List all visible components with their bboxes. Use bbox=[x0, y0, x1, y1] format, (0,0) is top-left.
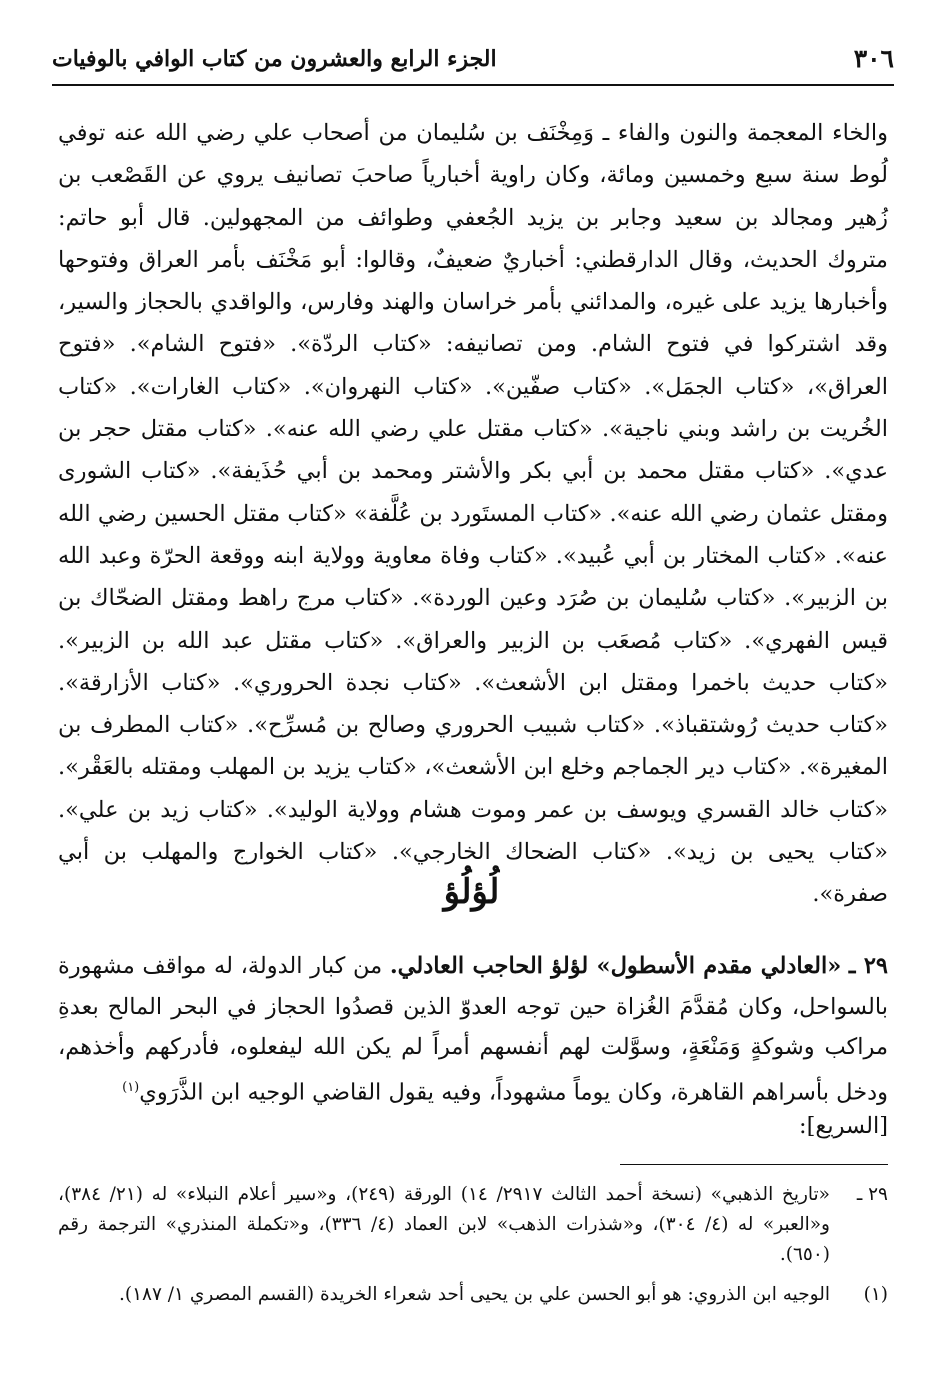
page-number: ٣٠٦ bbox=[853, 44, 894, 73]
entry-text: من كبار الدولة، له مواقف مشهورة بالسواحل، وكان مُقدَّمَ الغُزاة حين توجه العدوّ الذين قصدُوا الحجاز في البحر المالح بعدةِ مراكب وشوكةٍ وَمَنْعَةٍ، وسوَّلت لهم أنفسهم أمراً لم يكن الله ليفعلوه، فأدركهم وأخذهم، ودخل بأسراهم القاهرة، وكان يوماً مشهوداً، وفيه يقول القاضي الوجيه ابن الذَّرَوي bbox=[58, 953, 888, 1105]
footnote bbox=[58, 1280, 888, 1310]
footnote-text: «تاريخ الذهبي» (نسخة أحمد الثالث ٢٩١٧/ ١٤) الورقة (٢٤٩)، و«سير أعلام النبلاء» له (٢١/ ٣٨٤)، و«العبر» له (٤/ ٣٠٤)، و«شذرات الذهب» لابن العماد (٤/ ٣٣٦)، و«تكملة المنذري» الترجمة رقم (٦٥٠). bbox=[58, 1184, 831, 1265]
entry-heading: «العادلي مقدم الأسطول» لؤلؤ الحاجب العادلي. bbox=[389, 953, 842, 979]
page-header bbox=[52, 38, 894, 86]
footnote-reference[interactable]: (١) bbox=[122, 1079, 140, 1095]
running-title: الجزء الرابع والعشرون من كتاب الوافي بالوفيات bbox=[52, 46, 497, 72]
entry-number: ٢٩ ـ bbox=[848, 953, 888, 979]
footnote-label: ٢٩ ـ bbox=[856, 1184, 888, 1205]
biography-entry bbox=[58, 946, 888, 1113]
section-title: لُؤلُؤ bbox=[443, 872, 500, 912]
footnote-label: (١) bbox=[863, 1284, 888, 1305]
body-paragraph: والخاء المعجمة والنون والفاء ـ وَمِخْنَف بن سُليمان من أصحاب علي رضي الله عنه توفي لُوط سنة سبع وخمسين ومائة، وكان راوية أخبارياً صاحبَ تصانيف يروي عن القَصْعب بن زُهير ومجالد بن سعيد وجابر بن يزيد الجُعفي وطوائف من المجهولين. قال أبو حاتم: متروك الحديث، وقال الدارقطني: أخباريٌ ضعيفٌ، وقالوا: أبو مَخْنَف بأمر العراق وفتوحها وأخبارها يزيد على غيره، والمدائني بأمر خراسان والهند وفارس، والواقدي بالحجاز والسير، وقد اشتركوا في فتوح الشام. ومن تصانيفه: «كتاب الردّة». «فتوح الشام». «فتوح العراق»، «كتاب الجمَل». «كتاب صفّين». «كتاب النهروان». «كتاب الغارات». «كتاب الخُريت بن راشد وبني ناجية». «كتاب مقتل علي رضي الله عنه». «كتاب مقتل حجر بن عدي». «كتاب مقتل محمد بن أبي بكر والأشتر ومحمد بن أبي حُذَيفة». «كتاب الشورى ومقتل عثمان رضي الله عنه». «كتاب المستَورد بن عُلَّفة» «كتاب مقتل الحسين رضي الله عنه». «كتاب المختار بن أبي عُبيد». «كتاب وفاة معاوية وولاية ابنه ووقعة الحرّة وعبد الله بن الزبير». «كتاب سُليمان بن صُرَد وعين الوردة». «كتاب مرج راهط ومقتل الضحّاك بن قيس الفهري». «كتاب مُصعَب بن الزبير والعراق». «كتاب مقتل عبد الله بن الزبير». «كتاب حديث باخمرا ومقتل ابن الأشعث». «كتاب نجدة الحروري». «كتاب الأزارقة». «كتاب حديث رُوشتقباذ». «كتاب شبيب الحروري وصالح بن مُسرِّح». «كتاب المطرف بن المغيرة». «كتاب دير الجماجم وخلع ابن الأشعث»، «كتاب يزيد بن المهلب ومقتله بالعَقْر». «كتاب خالد القسري ويوسف بن عمر وموت هشام وولاية الوليد». «كتاب زيد بن علي». «كتاب يحيى بن زيد». «كتاب الضحاك الخارجي». «كتاب الخوارج والمهلب بن أبي صفرة». bbox=[58, 120, 888, 908]
poetic-meter: [السريع]: bbox=[799, 1113, 888, 1139]
footnote bbox=[58, 1180, 888, 1270]
footnote-text: الوجيه ابن الذروي: هو أبو الحسن علي بن يحيى أحد شعراء الخريدة (القسم المصري ١/ ١٨٧). bbox=[118, 1284, 830, 1305]
footnote-divider bbox=[620, 1164, 888, 1165]
